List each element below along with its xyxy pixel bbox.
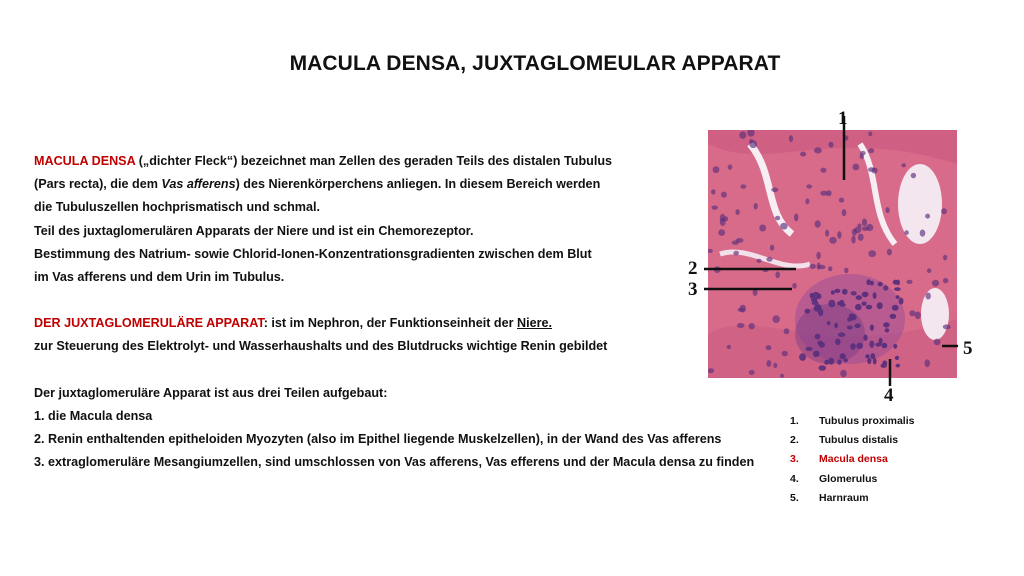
nucleus bbox=[904, 230, 908, 235]
nucleus bbox=[766, 257, 772, 262]
nucleus bbox=[868, 167, 875, 172]
nucleus bbox=[825, 230, 829, 237]
nucleus bbox=[870, 324, 874, 330]
nucleus bbox=[943, 255, 947, 261]
p1-line-1 bbox=[34, 150, 784, 173]
nucleus bbox=[899, 298, 904, 305]
nucleus bbox=[829, 237, 837, 244]
legend-num: 4. bbox=[790, 472, 799, 485]
nucleus bbox=[862, 302, 867, 306]
legend-num: 1. bbox=[790, 415, 799, 427]
nucleus bbox=[835, 339, 841, 346]
nucleus bbox=[878, 282, 883, 287]
p1-line-1-rest: („dichter Fleck“) bezeichnet man Zellen des geraden Teils des distalen Tubulus bbox=[135, 154, 613, 168]
nucleus bbox=[766, 345, 772, 350]
nucleus bbox=[727, 345, 731, 349]
nucleus bbox=[749, 370, 755, 375]
nucleus bbox=[926, 293, 931, 300]
nucleus bbox=[862, 227, 869, 231]
nucleus bbox=[863, 335, 867, 341]
nucleus bbox=[851, 236, 855, 244]
nucleus bbox=[873, 358, 877, 365]
nucleus bbox=[733, 251, 739, 256]
nucleus bbox=[894, 287, 901, 291]
nucleus bbox=[806, 184, 812, 188]
nucleus bbox=[707, 249, 713, 253]
nucleus bbox=[896, 280, 900, 286]
p1-line-2 bbox=[34, 173, 784, 196]
niere-link[interactable]: Niere. bbox=[517, 316, 553, 331]
nucleus bbox=[817, 263, 821, 270]
nucleus bbox=[828, 300, 835, 308]
nucleus bbox=[856, 295, 863, 300]
nucleus bbox=[896, 295, 900, 299]
legend-item bbox=[790, 489, 1010, 508]
macula-densa-term: MACULA DENSA bbox=[34, 154, 136, 168]
histology-figure bbox=[680, 104, 980, 404]
p1-line-5: Bestimmung des Natrium- sowie Chlorid-Ionen-Konzentrationsgradienten zwischen dem Blut bbox=[34, 246, 592, 261]
nucleus bbox=[782, 351, 788, 357]
nucleus bbox=[712, 206, 718, 210]
nucleus bbox=[814, 147, 822, 153]
nucleus bbox=[854, 323, 860, 328]
nucleus bbox=[911, 173, 916, 179]
nucleus bbox=[837, 359, 841, 364]
nucleus bbox=[824, 360, 829, 365]
nucleus bbox=[792, 283, 796, 289]
legend-num: 3. bbox=[790, 453, 799, 466]
nucleus bbox=[867, 358, 871, 364]
nucleus bbox=[740, 305, 746, 313]
nucleus bbox=[775, 216, 780, 221]
nucleus bbox=[815, 220, 821, 228]
nucleus bbox=[756, 259, 761, 263]
nucleus bbox=[869, 341, 874, 348]
legend-item bbox=[790, 431, 1010, 450]
nucleus bbox=[858, 234, 864, 241]
p3-intro: Der juxtaglomeruläre Apparat ist aus drei Teilen aufgebaut: bbox=[34, 385, 388, 400]
nucleus bbox=[817, 341, 823, 345]
nucleus bbox=[895, 356, 899, 360]
nucleus bbox=[868, 148, 874, 153]
nucleus bbox=[775, 271, 780, 278]
legend-item bbox=[790, 470, 1010, 489]
nucleus bbox=[839, 198, 844, 203]
nucleus bbox=[820, 168, 826, 173]
nucleus bbox=[809, 264, 816, 269]
p3-item-3: 3. extraglomeruläre Mesangiumzellen, sind umschlossen von Vas afferens, Vas efferens und der Macula densa zu finden bbox=[34, 455, 755, 470]
nucleus bbox=[735, 209, 739, 215]
p1-line-2-b: ) des Nierenkörperchens anliegen. In diesem Bereich werden bbox=[235, 177, 601, 192]
figure-label-3: 3 bbox=[688, 279, 698, 300]
nucleus bbox=[828, 266, 832, 271]
nucleus bbox=[842, 209, 847, 216]
nucleus bbox=[901, 163, 906, 167]
legend-label: Glomerulus bbox=[819, 472, 878, 485]
nucleus bbox=[855, 304, 862, 310]
p3-item-2: 2. Renin enthaltenden epitheloiden Myozyten (also im Epithel liegende Muskelzellen), in der Wand des Vas afferens bbox=[34, 431, 722, 446]
nucleus bbox=[881, 343, 887, 349]
nucleus bbox=[943, 278, 948, 283]
nucleus bbox=[920, 230, 926, 237]
nucleus bbox=[773, 363, 777, 368]
nucleus bbox=[941, 208, 947, 214]
nucleus bbox=[810, 293, 814, 299]
p2-line-2: zur Steuerung des Elektrolyt- und Wasserhaushalts und des Blutdrucks wichtige Renin gebildet bbox=[34, 339, 608, 354]
nucleus bbox=[816, 252, 820, 260]
nucleus bbox=[840, 303, 846, 307]
legend-label: Harnraum bbox=[819, 491, 869, 504]
nucleus bbox=[883, 322, 889, 327]
nucleus bbox=[711, 189, 715, 194]
legend-label: Tubulus distalis bbox=[819, 434, 899, 447]
p1-line-4: Teil des juxtaglomerulären Apparats der Niere und ist ein Chemorezeptor. bbox=[34, 223, 474, 238]
nucleus bbox=[771, 188, 778, 193]
nucleus bbox=[817, 294, 822, 299]
nucleus bbox=[925, 359, 931, 367]
vas-afferens-italic: Vas afferens bbox=[161, 177, 236, 192]
figure-label-1: 1 bbox=[838, 108, 848, 129]
nucleus bbox=[896, 364, 901, 368]
nucleus bbox=[906, 280, 912, 284]
nucleus bbox=[827, 321, 831, 325]
nucleus bbox=[868, 250, 876, 257]
nucleus bbox=[883, 285, 888, 290]
nucleus bbox=[773, 315, 780, 323]
nucleus bbox=[847, 326, 853, 330]
legend-item-highlighted bbox=[790, 450, 1010, 469]
body-text bbox=[34, 150, 784, 474]
nucleus bbox=[842, 289, 848, 295]
nucleus bbox=[862, 292, 869, 298]
nucleus bbox=[887, 249, 892, 256]
nucleus bbox=[739, 131, 746, 138]
nucleus bbox=[886, 207, 890, 213]
nucleus bbox=[890, 314, 897, 319]
nucleus bbox=[815, 334, 821, 340]
nucleus bbox=[837, 231, 841, 239]
nucleus bbox=[737, 323, 745, 328]
legend-label: Macula densa bbox=[819, 453, 888, 466]
nucleus bbox=[805, 198, 809, 204]
nucleus bbox=[740, 184, 746, 188]
nucleus bbox=[849, 313, 854, 320]
figure-label-2: 2 bbox=[688, 258, 698, 279]
nucleus bbox=[815, 304, 821, 310]
nucleus bbox=[819, 365, 827, 371]
nucleus bbox=[799, 353, 806, 361]
micrograph bbox=[707, 129, 957, 378]
nucleus bbox=[943, 324, 951, 329]
nucleus bbox=[749, 139, 753, 143]
nucleus bbox=[838, 332, 845, 337]
p2-line-1 bbox=[34, 312, 784, 335]
nucleus bbox=[866, 279, 870, 285]
nucleus bbox=[840, 370, 847, 377]
nucleus bbox=[844, 268, 848, 274]
legend-num: 5. bbox=[790, 491, 799, 504]
nucleus bbox=[873, 292, 877, 299]
p1-line-3: die Tubuluszellen hochprismatisch und schmal. bbox=[34, 200, 320, 215]
nucleus bbox=[927, 268, 931, 273]
nucleus bbox=[780, 374, 784, 378]
nucleus bbox=[805, 309, 811, 314]
nucleus bbox=[868, 132, 872, 137]
nucleus bbox=[893, 344, 897, 349]
nucleus bbox=[925, 214, 930, 219]
nucleus bbox=[747, 129, 754, 137]
nucleus bbox=[892, 305, 899, 311]
nucleus bbox=[718, 229, 725, 236]
p2-line-1-rest: : ist im Nephron, der Funktionseinheit der bbox=[263, 316, 518, 331]
nucleus bbox=[909, 310, 915, 316]
legend-label: Tubulus proximalis bbox=[819, 415, 915, 427]
nucleus bbox=[800, 152, 806, 157]
nucleus bbox=[834, 323, 838, 329]
nucleus bbox=[866, 305, 872, 310]
nucleus bbox=[766, 360, 771, 367]
jga-term: DER JUXTAGLOMERULÄRE APPARAT bbox=[34, 316, 264, 331]
nucleus bbox=[806, 347, 813, 351]
nucleus bbox=[811, 298, 817, 302]
p1-line-2-a: (Pars recta), die dem bbox=[34, 177, 162, 192]
figure-legend bbox=[790, 412, 1010, 508]
nucleus bbox=[721, 192, 727, 198]
nucleus bbox=[828, 358, 834, 365]
nucleus bbox=[831, 290, 835, 294]
nucleus bbox=[770, 245, 774, 251]
nucleus bbox=[713, 166, 720, 173]
nucleus bbox=[844, 358, 848, 362]
p3-item-1: 1. die Macula densa bbox=[34, 408, 153, 423]
nucleus bbox=[728, 164, 733, 169]
nucleus bbox=[853, 164, 860, 171]
nucleus bbox=[754, 203, 758, 209]
nucleus bbox=[851, 291, 857, 295]
nucleus bbox=[789, 135, 793, 142]
nucleus bbox=[708, 368, 714, 373]
nucleus bbox=[885, 328, 890, 332]
nucleus bbox=[749, 323, 755, 329]
legend-item bbox=[790, 412, 1010, 431]
nucleus bbox=[865, 354, 869, 358]
nucleus bbox=[932, 280, 939, 287]
nucleus bbox=[820, 191, 827, 196]
nucleus bbox=[834, 289, 840, 293]
nucleus bbox=[794, 214, 798, 222]
nucleus bbox=[862, 219, 867, 227]
nucleus bbox=[813, 351, 820, 357]
nucleus bbox=[828, 142, 833, 148]
nucleus bbox=[860, 154, 864, 159]
nucleus bbox=[915, 312, 921, 320]
nucleus bbox=[882, 360, 887, 365]
nucleus bbox=[857, 224, 861, 229]
histology-svg bbox=[680, 104, 980, 404]
nucleus bbox=[759, 225, 766, 232]
figure-label-4: 4 bbox=[884, 385, 894, 404]
nucleus bbox=[934, 339, 941, 346]
nucleus bbox=[732, 241, 739, 245]
page-title: MACULA DENSA, JUXTAGLOMEULAR APPARAT bbox=[289, 52, 781, 75]
nucleus bbox=[780, 223, 788, 230]
p1-line-6: im Vas afferens und dem Urin im Tubulus. bbox=[34, 269, 285, 284]
nucleus bbox=[856, 343, 863, 349]
nucleus bbox=[784, 328, 790, 334]
nucleus bbox=[850, 343, 856, 349]
nucleus bbox=[875, 343, 881, 347]
legend-num: 2. bbox=[790, 434, 799, 447]
figure-label-5: 5 bbox=[963, 338, 973, 359]
nucleus bbox=[720, 214, 725, 222]
nucleus bbox=[877, 302, 883, 309]
